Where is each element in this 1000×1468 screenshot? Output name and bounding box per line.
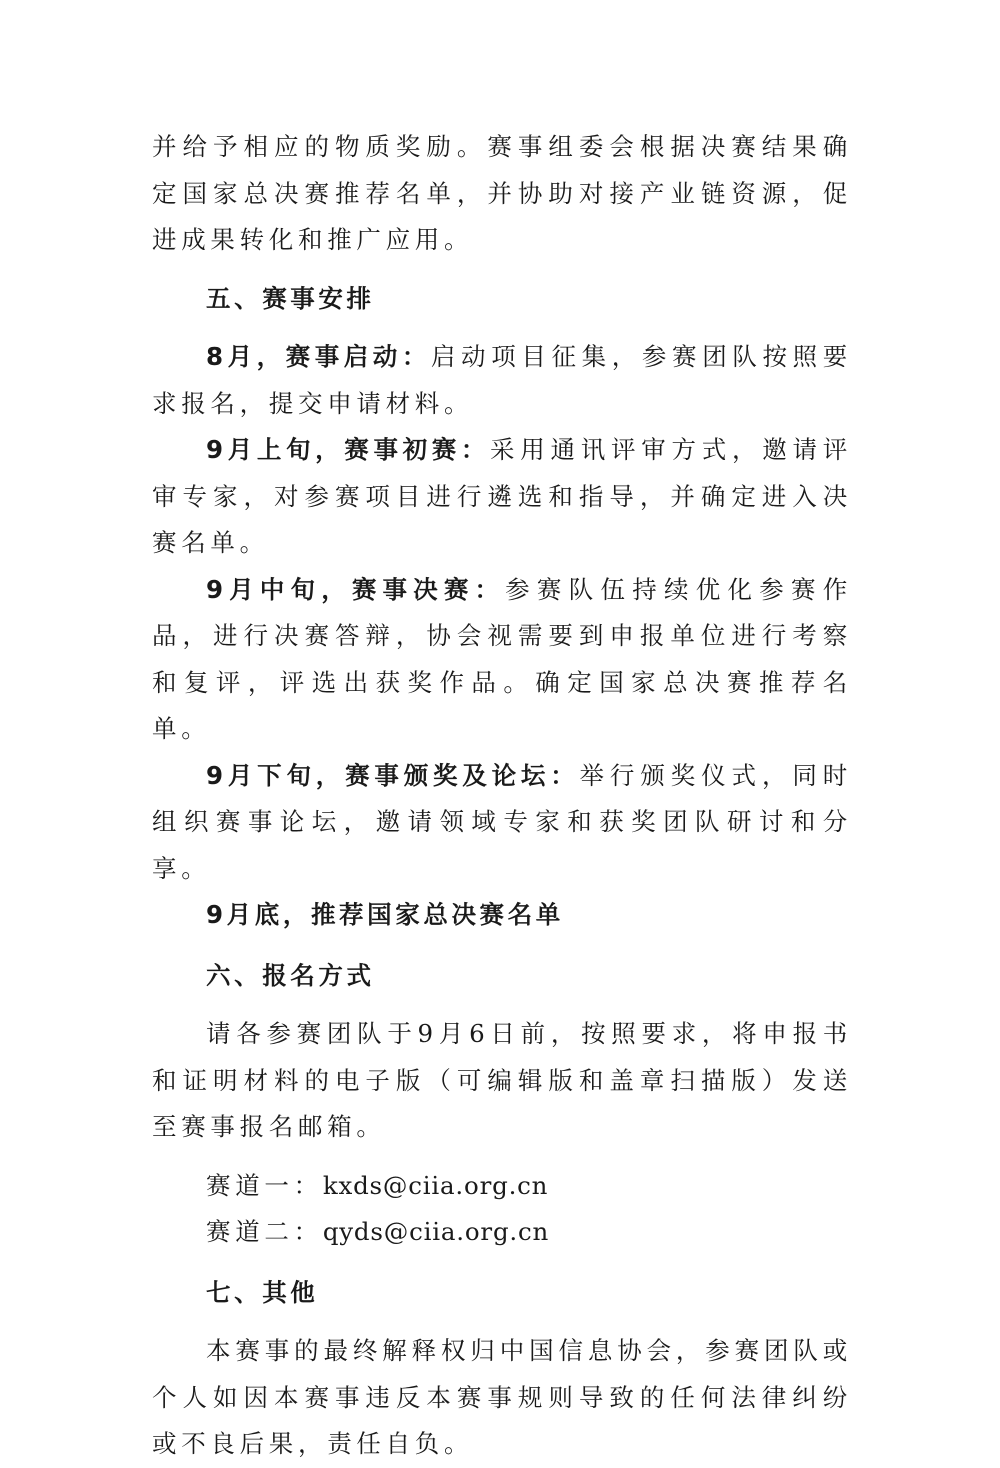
schedule-item-awards [152, 753, 852, 893]
document-page [152, 124, 852, 1468]
schedule-item-lead: 8月，赛事启动： [206, 342, 431, 371]
schedule-item-lead: 9月底，推荐国家总决赛名单 [206, 900, 564, 929]
schedule-item-text: 举行颁奖仪式，同时组织赛事论坛，邀请领域专家和获奖团队研讨和分享。 [152, 760, 852, 883]
continuation-paragraph: 并给予相应的物质奖励。赛事组委会根据决赛结果确定国家总决赛推荐名单，并协助对接产业链资源，促进成果转化和推广应用。 [152, 132, 852, 254]
registration-paragraph: 请各参赛团队于9月6日前，按照要求，将申报书和证明材料的电子版（可编辑版和盖章扫描版）发送至赛事报名邮箱。 [152, 1019, 852, 1141]
track-one-line [152, 1163, 852, 1210]
schedule-item-final [152, 567, 852, 753]
track-two-email[interactable]: qyds@ciia.org.cn [322, 1217, 550, 1246]
schedule-item-lead: 9月上旬，赛事初赛： [206, 435, 491, 464]
track-two-line [152, 1209, 852, 1256]
track-two-label: 赛道二： [206, 1217, 323, 1246]
section-heading-schedule: 五、赛事安排 [206, 283, 375, 313]
schedule-item-text: 采用通讯评审方式，邀请评审专家，对参赛项目进行遴选和指导，并确定进入决赛名单。 [152, 435, 852, 557]
schedule-item-recommend [152, 892, 852, 939]
schedule-item-text: 启动项目征集，参赛团队按照要求报名，提交申请材料。 [152, 342, 852, 418]
section-heading-other: 七、其他 [206, 1277, 319, 1307]
schedule-item-launch [152, 334, 852, 427]
section-heading-registration: 六、报名方式 [206, 960, 375, 990]
track-one-email[interactable]: kxds@ciia.org.cn [322, 1170, 549, 1200]
schedule-item-text: 参赛队伍持续优化参赛作品，进行决赛答辩，协会视需要到申报单位进行考察和复评，评选出获奖作品。确定国家总决赛推荐名单。 [152, 574, 852, 743]
schedule-item-lead: 9月中旬，赛事决赛： [206, 574, 506, 604]
other-paragraph: 本赛事的最终解释权归中国信息协会，参赛团队或个人如因本赛事违反本赛事规则导致的任何法律纠纷或不良后果，责任自负。 [152, 1336, 852, 1458]
track-one-label: 赛道一： [206, 1170, 323, 1200]
schedule-item-lead: 9月下旬，赛事颁奖及论坛： [206, 760, 580, 790]
schedule-item-preliminary [152, 427, 852, 567]
